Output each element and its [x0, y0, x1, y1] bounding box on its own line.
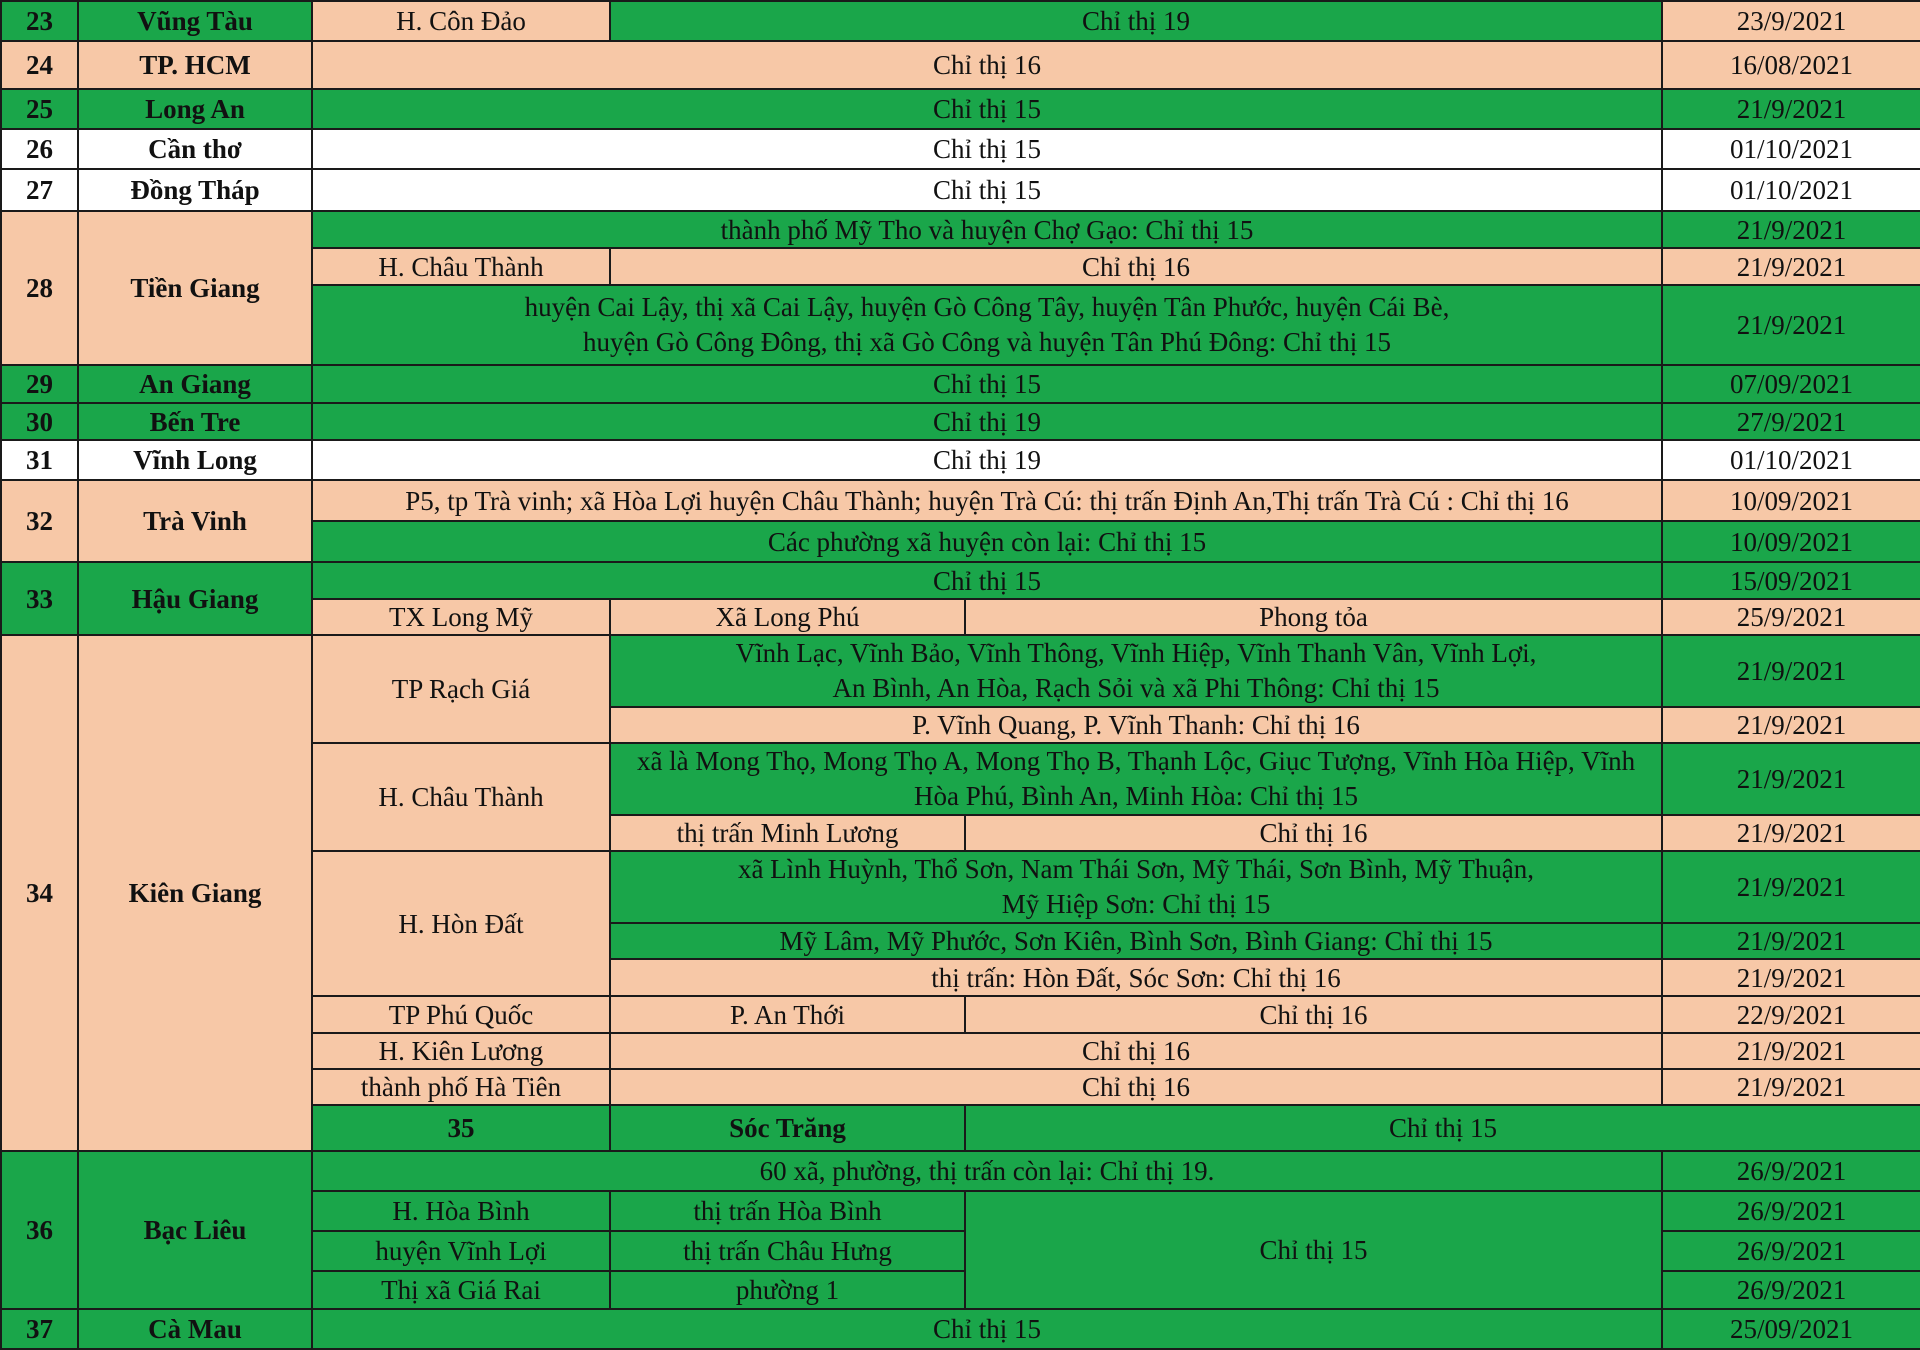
rule-line: xã là Mong Thọ, Mong Thọ A, Mong Thọ B, Thạnh Lộc, Giục Tượng, Vĩnh Hòa Hiệp, Vĩnh	[636, 746, 1636, 776]
rule-line: Hòa Phú, Bình An, Minh Hòa: Chỉ thị 15	[913, 781, 1359, 811]
table-row	[1, 403, 1920, 440]
rule-line: huyện Cai Lậy, thị xã Cai Lậy, huyện Gò Công Tây, huyện Tân Phước, huyện Cái Bè,	[524, 292, 1450, 322]
area-cell: huyện Vĩnh Lợi	[312, 1231, 610, 1271]
date-cell: 21/9/2021	[1662, 959, 1920, 996]
row-number: 32	[1, 480, 78, 562]
province-name: Sóc Trăng	[610, 1105, 965, 1151]
date-cell: 21/9/2021	[1662, 211, 1920, 248]
province-name: Cần thơ	[78, 129, 312, 169]
date-cell: 01/10/2021	[1662, 129, 1920, 169]
rule-cell: Chỉ thị 15	[312, 562, 1662, 599]
date-cell: 21/9/2021	[1662, 1033, 1920, 1069]
province-name: TP. HCM	[78, 41, 312, 89]
province-name: Bạc Liêu	[78, 1151, 312, 1309]
date-cell: 25/09/2021	[1662, 1309, 1920, 1349]
table-row	[1, 635, 1920, 707]
date-cell: 21/9/2021	[1662, 815, 1920, 851]
row-number: 33	[1, 562, 78, 635]
date-cell: 21/9/2021	[1662, 1069, 1920, 1105]
area-cell: H. Châu Thành	[312, 248, 610, 285]
subarea-cell: phường 1	[610, 1271, 965, 1309]
rule-line: An Bình, An Hòa, Rạch Sỏi và xã Phi Thông: Chỉ thị 15	[832, 673, 1440, 703]
date-cell: 21/9/2021	[1662, 743, 1920, 815]
rule-cell: Chỉ thị 16	[312, 41, 1662, 89]
date-cell: 10/09/2021	[1662, 480, 1920, 521]
province-name: Hậu Giang	[78, 562, 312, 635]
province-name: Cà Mau	[78, 1309, 312, 1349]
area-cell: TP Phú Quốc	[312, 996, 610, 1033]
table-row	[1, 1151, 1920, 1191]
table-row	[1, 89, 1920, 129]
rule-cell: Chỉ thị 15	[312, 169, 1662, 211]
table-row	[1, 211, 1920, 248]
area-cell: H. Côn Đảo	[312, 1, 610, 41]
rule-cell: Chỉ thị 15	[312, 89, 1662, 129]
table-row	[1, 480, 1920, 521]
table-row	[1, 440, 1920, 480]
date-cell: 21/9/2021	[1662, 89, 1920, 129]
rule-cell: Chỉ thị 15	[965, 1191, 1662, 1309]
rule-cell: Chỉ thị 19	[312, 403, 1662, 440]
rule-cell: Chỉ thị 15	[312, 129, 1662, 169]
row-number: 26	[1, 129, 78, 169]
rule-cell: Chỉ thị 15	[312, 365, 1662, 403]
rule-cell	[610, 635, 1662, 707]
row-number: 24	[1, 41, 78, 89]
rule-cell: Chỉ thị 16	[610, 248, 1662, 285]
province-name: Long An	[78, 89, 312, 129]
area-cell: H. Kiên Lương	[312, 1033, 610, 1069]
date-cell: 26/9/2021	[1662, 1271, 1920, 1309]
row-number: 29	[1, 365, 78, 403]
province-name: Tiền Giang	[78, 211, 312, 365]
date-cell: 25/9/2021	[1662, 599, 1920, 635]
rule-cell: thị trấn: Hòn Đất, Sóc Sơn: Chỉ thị 16	[610, 959, 1662, 996]
date-cell: 22/9/2021	[1662, 996, 1920, 1033]
row-number: 35	[312, 1105, 610, 1151]
rule-cell: Chỉ thị 19	[610, 1, 1662, 41]
rule-cell: Chỉ thị 16	[965, 996, 1662, 1033]
date-cell: 21/9/2021	[1662, 851, 1920, 923]
row-number: 30	[1, 403, 78, 440]
table-row	[1, 41, 1920, 89]
area-cell: H. Hòa Bình	[312, 1191, 610, 1231]
date-cell: 26/9/2021	[1662, 1151, 1920, 1191]
date-cell: 21/9/2021	[1662, 248, 1920, 285]
table-row	[1, 365, 1920, 403]
rule-cell: P5, tp Trà vinh; xã Hòa Lợi huyện Châu Thành; huyện Trà Cú: thị trấn Định An,Thị trấn Trà Cú : Chỉ thị 16	[312, 480, 1662, 521]
rule-line: Vĩnh Lạc, Vĩnh Bảo, Vĩnh Thông, Vĩnh Hiệp, Vĩnh Thanh Vân, Vĩnh Lợi,	[735, 638, 1537, 668]
date-cell: 10/09/2021	[1662, 521, 1920, 562]
rule-cell: thành phố Mỹ Tho và huyện Chợ Gạo: Chỉ thị 15	[312, 211, 1662, 248]
rule-line: xã Lình Huỳnh, Thổ Sơn, Nam Thái Sơn, Mỹ Thái, Sơn Bình, Mỹ Thuận,	[737, 854, 1535, 884]
province-name: Kiên Giang	[78, 635, 312, 1151]
rule-cell: 60 xã, phường, thị trấn còn lại: Chỉ thị 19.	[312, 1151, 1662, 1191]
rule-cell	[610, 851, 1662, 923]
rule-cell: Chỉ thị 16	[610, 1069, 1662, 1105]
rule-cell: Chỉ thị 15	[965, 1105, 1920, 1151]
subarea-cell: thị trấn Minh Lương	[610, 815, 965, 851]
date-cell: 15/09/2021	[1662, 562, 1920, 599]
province-name: An Giang	[78, 365, 312, 403]
subarea-cell: Xã Long Phú	[610, 599, 965, 635]
area-cell: H. Châu Thành	[312, 743, 610, 851]
rule-line: huyện Gò Công Đông, thị xã Gò Công và huyện Tân Phú Đông: Chỉ thị 15	[583, 327, 1391, 357]
row-number: 36	[1, 1151, 78, 1309]
date-cell: 26/9/2021	[1662, 1191, 1920, 1231]
date-cell: 01/10/2021	[1662, 169, 1920, 211]
row-number: 27	[1, 169, 78, 211]
subarea-cell: thị trấn Châu Hưng	[610, 1231, 965, 1271]
area-cell: TX Long Mỹ	[312, 599, 610, 635]
date-cell: 21/9/2021	[1662, 285, 1920, 365]
subarea-cell: P. An Thới	[610, 996, 965, 1033]
province-name: Vĩnh Long	[78, 440, 312, 480]
subarea-cell: thị trấn Hòa Bình	[610, 1191, 965, 1231]
rule-cell: Chỉ thị 16	[610, 1033, 1662, 1069]
rule-cell: P. Vĩnh Quang, P. Vĩnh Thanh: Chỉ thị 16	[610, 707, 1662, 743]
rule-cell: Chỉ thị 15	[312, 1309, 1662, 1349]
rule-cell: Chỉ thị 16	[965, 815, 1662, 851]
row-number: 23	[1, 1, 78, 41]
row-number: 37	[1, 1309, 78, 1349]
province-name: Vũng Tàu	[78, 1, 312, 41]
table-row	[1, 1, 1920, 41]
area-cell: Thị xã Giá Rai	[312, 1271, 610, 1309]
date-cell: 27/9/2021	[1662, 403, 1920, 440]
date-cell: 16/08/2021	[1662, 41, 1920, 89]
rule-cell	[312, 285, 1662, 365]
table-row	[1, 562, 1920, 599]
province-name: Bến Tre	[78, 403, 312, 440]
table-row	[1, 1309, 1920, 1349]
table-row	[1, 129, 1920, 169]
rule-cell: Các phường xã huyện còn lại: Chỉ thị 15	[312, 521, 1662, 562]
rule-cell	[610, 743, 1662, 815]
province-name: Trà Vinh	[78, 480, 312, 562]
area-cell: H. Hòn Đất	[312, 851, 610, 996]
date-cell: 21/9/2021	[1662, 707, 1920, 743]
date-cell: 21/9/2021	[1662, 635, 1920, 707]
row-number: 34	[1, 635, 78, 1151]
row-number: 25	[1, 89, 78, 129]
row-number: 28	[1, 211, 78, 365]
table-row	[1, 169, 1920, 211]
rule-line: Mỹ Hiệp Sơn: Chỉ thị 15	[1001, 889, 1271, 919]
date-cell: 26/9/2021	[1662, 1231, 1920, 1271]
rule-cell: Mỹ Lâm, Mỹ Phước, Sơn Kiên, Bình Sơn, Bình Giang: Chỉ thị 15	[610, 923, 1662, 959]
date-cell: 07/09/2021	[1662, 365, 1920, 403]
area-cell: thành phố Hà Tiên	[312, 1069, 610, 1105]
province-name: Đồng Tháp	[78, 169, 312, 211]
date-cell: 23/9/2021	[1662, 1, 1920, 41]
area-cell: TP Rạch Giá	[312, 635, 610, 743]
row-number: 31	[1, 440, 78, 480]
date-cell: 21/9/2021	[1662, 923, 1920, 959]
date-cell: 01/10/2021	[1662, 440, 1920, 480]
rule-cell: Chỉ thị 19	[312, 440, 1662, 480]
rule-cell: Phong tỏa	[965, 599, 1662, 635]
